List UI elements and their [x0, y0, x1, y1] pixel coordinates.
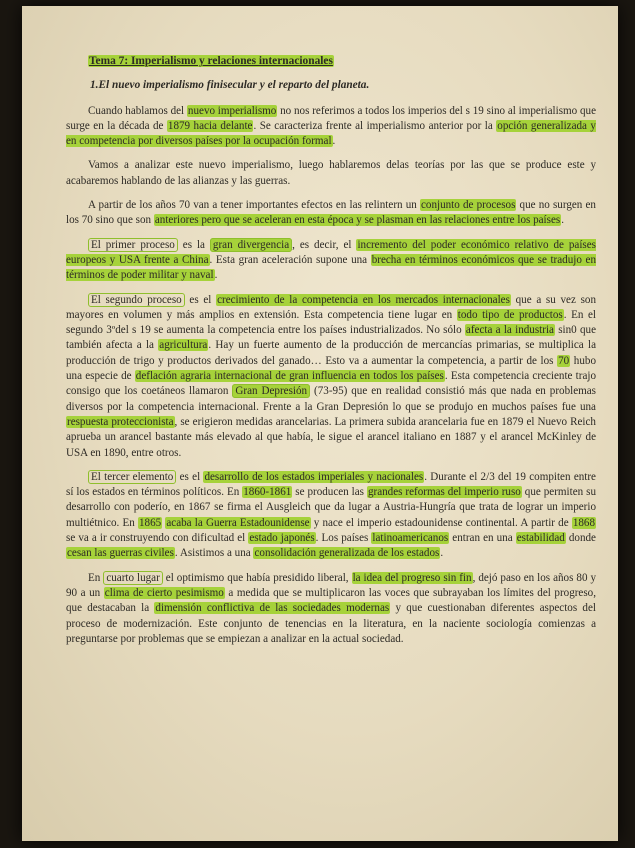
highlight: 1879 hacia delante: [167, 119, 253, 132]
highlight: opción generalizada y en competencia por diversos países por la ocupación formal: [66, 119, 596, 148]
highlight: 1860-1861: [243, 486, 292, 499]
highlight: la idea del progreso sin fin: [352, 571, 472, 584]
highlight: agricultura: [159, 339, 208, 352]
highlight: 1868: [572, 516, 595, 529]
highlight: 1865: [138, 516, 162, 529]
document-page: [22, 6, 618, 841]
highlight: anteriores pero que se aceleran en esta época y se plasman en las relaciones entre los países: [154, 214, 561, 227]
highlight: nuevo imperialismo: [187, 104, 277, 117]
highlight: 70: [558, 354, 570, 367]
boxed-term: gran divergencia: [210, 238, 292, 252]
highlight: desarrollo de los estados imperiales y nacionales: [204, 470, 424, 483]
highlight: latinoamericanos: [372, 532, 449, 545]
paragraph-3: A partir de los años 70 van a tener importantes efectos en las relintern un conjunto de procesos que no surgen en los 70 sino que son anteriores pero que se aceleran en esta época y se plasman en las relaciones entre los países.: [66, 199, 596, 227]
document-content: [66, 54, 596, 656]
highlight: grandes reformas del imperio ruso: [367, 486, 521, 499]
highlight: afecta a la industria: [465, 324, 554, 337]
boxed-term: El tercer elemento: [88, 470, 176, 484]
highlight: deflación agraria internacional de gran influencia en todos los países: [135, 370, 444, 383]
highlight: conjunto de procesos: [420, 199, 516, 212]
highlight: acaba la Guerra Estadounidense: [166, 516, 310, 529]
boxed-term: Gran Depresión: [232, 384, 310, 398]
highlight: dimensión conflictiva de las sociedades modernas: [155, 602, 390, 615]
highlight: estabilidad: [516, 532, 565, 545]
highlight: brecha en términos económicos que se tradujo en términos de poder militar y naval: [66, 253, 596, 282]
boxed-term: El segundo proceso: [88, 293, 185, 307]
highlight: estado japonés: [249, 532, 315, 545]
topic-title-text: Tema 7: Imperialismo y relaciones internacionales: [89, 55, 333, 67]
highlight: incremento del poder económico relativo de países europeos y USA frente a China: [66, 238, 596, 266]
boxed-term: cuarto lugar: [103, 571, 163, 585]
paragraph-7: En cuarto lugar el optimismo que había presidido liberal, la idea del progreso sin fin, dejó paso en los años 80 y 90 a un clima de cierto pesimismo a medida que se multiplicaron las voces que subrayaban los límites del progreso, que destacaban la dimensión conflictiva de las sociedades modernas y que cuestionaban diferentes aspectos del proceso de modernización. Este conjunto de tenencias en la literatura, en la naciente sociología comienzas a preguntarse por problemas que se empiezan a analizar en la actual sociedad.: [66, 571, 597, 645]
highlight: crecimiento de la competencia en los mercados internacionales: [217, 293, 510, 306]
paragraph-4: El primer proceso es la gran divergencia , es decir, el incremento del poder económico relativo de países europeos y USA frente a China. Esta gran aceleración supone una brecha en términos económicos que se tradujo en términos de poder militar y naval.: [66, 238, 596, 282]
paragraph-1: Cuando hablamos del nuevo imperialismo no nos referimos a todos los imperios del s 19 sino al imperialismo que surge en la década de 1879 hacia delante. Se caracteriza frente al imperialismo anterior por la opción generalizada y en competencia por diversos países por la ocupación formal.: [66, 104, 597, 148]
paragraph-6: El tercer elemento es el desarrollo de los estados imperiales y nacionales. Durante el 2/3 del 19 compiten entre sí los estados en términos políticos. En 1860-1861 se producen las grandes reformas del imperio ruso que permiten su desarrollo con poderío, en 1867 se firma el Ausgleich que da lugar a Austria-Hungría que trata de lograr un imperio multiétnico. En 1865 acaba la Guerra Estadounidense y nace el imperio estadounidense continental. A partir de 1868 se va a ir construyendo con dificultad el estado japonés. Los países latinoamericanos entran en una estabilidad donde cesan las guerras civiles. Asistimos a una consolidación generalizada de los estados.: [66, 470, 596, 560]
highlight: cesan las guerras civiles: [67, 547, 174, 560]
topic-title: [66, 54, 596, 69]
highlight: respuesta proteccionista: [67, 415, 174, 428]
highlight: todo tipo de productos: [457, 308, 563, 321]
paragraph-5: El segundo proceso es el crecimiento de la competencia en los mercados internacionales que a su vez son mayores en volumen y más amplios en extensión. Esta competencia tiene lugar en todo tipo de productos. En el segundo 3ºdel s 19 se aumenta la competencia entre los países industrializados. No sólo afecta a la industria sin0 que también afecta a la agricultura. Hay un fuerte aumento de la producción de mercancías primarias, se multiplica la producción de trigo y productos derivados del ganado… Esto va a aumentar la competencia, a partir de los 70 hubo una especie de deflación agraria internacional de gran influencia en todos los países. Esta competencia creciente trajo consigo que los coetáneos llamaron Gran Depresión (73-95) que en realidad consistió más que nada en problemas diversos por la competencia internacional. Frente a la Gran Depresión lo que se produjo en muchos países fue una respuesta proteccionista, se erigieron medidas arancelarias. La primera subida arancelaria fue en 1879 el Nuevo Reich aprueba un arancel bastante más elevado al que había, le sigue el arancel italiano en 1887 y el arancel McKinley de USA en 1890, entre otros.: [66, 293, 597, 459]
section-subtitle: 1.El nuevo imperialismo finisecular y el reparto del planeta.: [90, 79, 370, 92]
highlight: consolidación generalizada de los estados: [254, 547, 440, 560]
paragraph-2: Vamos a analizar este nuevo imperialismo, luego hablaremos delas teorías por las que se produce este y acabaremos hablando de las alianzas y las guerras.: [66, 159, 596, 187]
highlight: clima de cierto pesimismo: [104, 586, 224, 599]
boxed-term: El primer proceso: [88, 238, 178, 252]
